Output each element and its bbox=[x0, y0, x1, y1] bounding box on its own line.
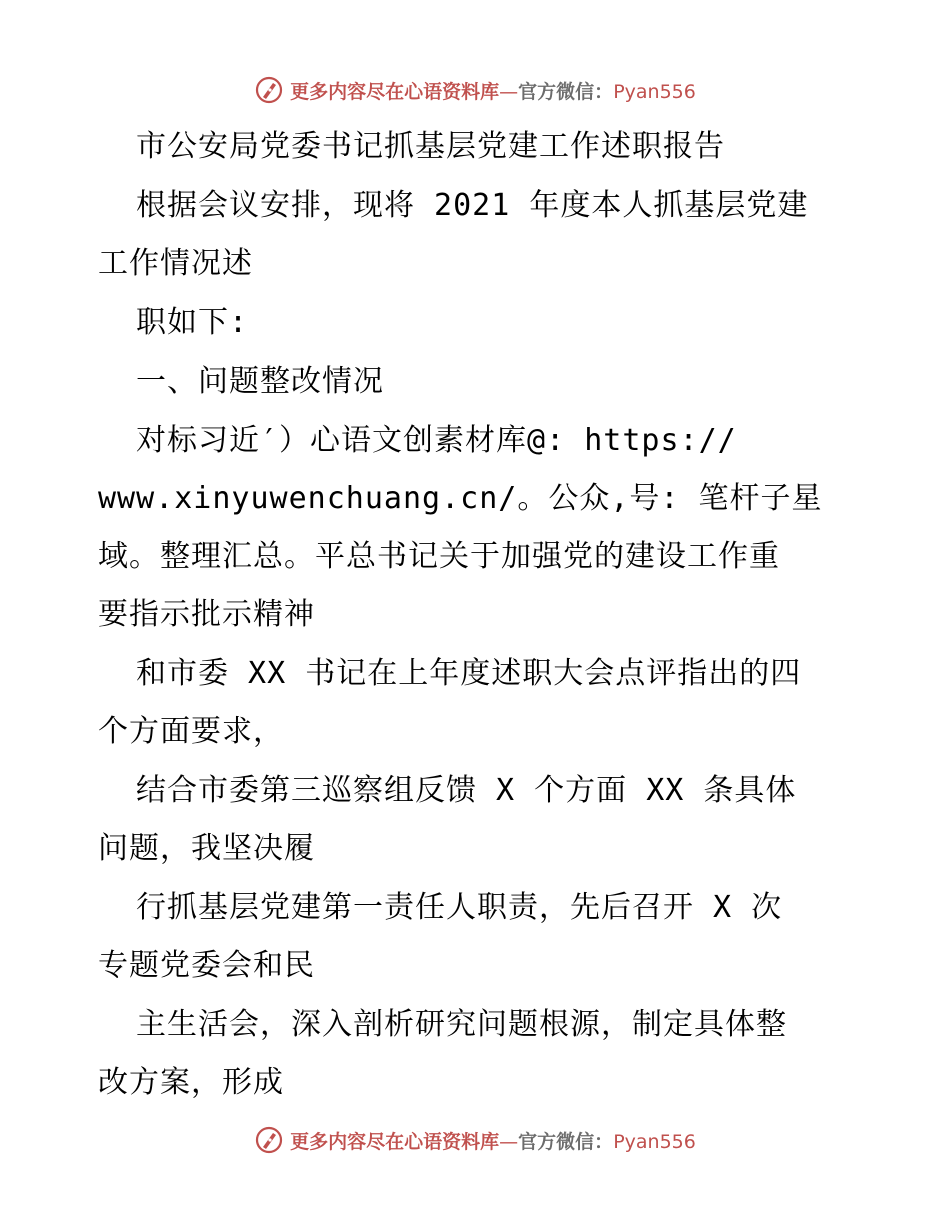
banner-main-text: 更多内容尽在心语资料库 bbox=[290, 1130, 500, 1153]
banner-main-text: 更多内容尽在心语资料库 bbox=[290, 80, 500, 103]
banner-wechat-id: Pyan556 bbox=[613, 80, 696, 103]
paragraph-line: 专题党委会和民 bbox=[98, 948, 315, 983]
paragraph-line: www.xinyuwenchuang.cn/。公众,号: 笔杆子星 bbox=[98, 481, 823, 516]
paragraph-line: 问题，我坚决履 bbox=[98, 831, 315, 866]
banner-dash: — bbox=[499, 80, 519, 103]
paragraph-line: 结合市委第三巡察组反馈 X 个方面 XX 条具体 bbox=[136, 773, 797, 808]
paragraph-line: 对标习近′）心语文创素材库@: https:// bbox=[136, 423, 737, 458]
banner-text bbox=[290, 77, 696, 104]
paragraph-line: 行抓基层党建第一责任人职责，先后召开 X 次 bbox=[136, 890, 783, 925]
header-banner bbox=[0, 70, 950, 110]
section-heading: 一、问题整改情况 bbox=[136, 364, 384, 399]
paragraph-line: 个方面要求， bbox=[98, 714, 284, 749]
document-title: 市公安局党委书记抓基层党建工作述职报告 bbox=[136, 129, 725, 164]
paragraph-line: 职如下: bbox=[136, 305, 249, 340]
pen-nib-logo-icon bbox=[254, 1125, 284, 1155]
paragraph-line: 根据会议安排，现将 2021 年度本人抓基层党建 bbox=[136, 188, 809, 223]
banner-wechat-label: 官方微信： bbox=[518, 80, 614, 103]
banner-wechat-id: Pyan556 bbox=[613, 1130, 696, 1153]
paragraph-line: 改方案，形成 bbox=[98, 1065, 284, 1100]
banner-text bbox=[290, 1127, 696, 1154]
pen-nib-logo-icon bbox=[254, 75, 284, 105]
banner-wechat-label: 官方微信： bbox=[518, 1130, 614, 1153]
paragraph-line: 和市委 XX 书记在上年度述职大会点评指出的四 bbox=[136, 656, 802, 691]
footer-banner bbox=[0, 1120, 950, 1160]
paragraph-line: 主生活会，深入剖析研究问题根源，制定具体整 bbox=[136, 1007, 787, 1042]
banner-dash: — bbox=[499, 1130, 519, 1153]
paragraph-line: 工作情况述 bbox=[98, 246, 253, 281]
paragraph-line: 域。整理汇总。平总书记关于加强党的建设工作重 bbox=[98, 539, 780, 574]
paragraph-line: 要指示批示精神 bbox=[98, 597, 315, 632]
